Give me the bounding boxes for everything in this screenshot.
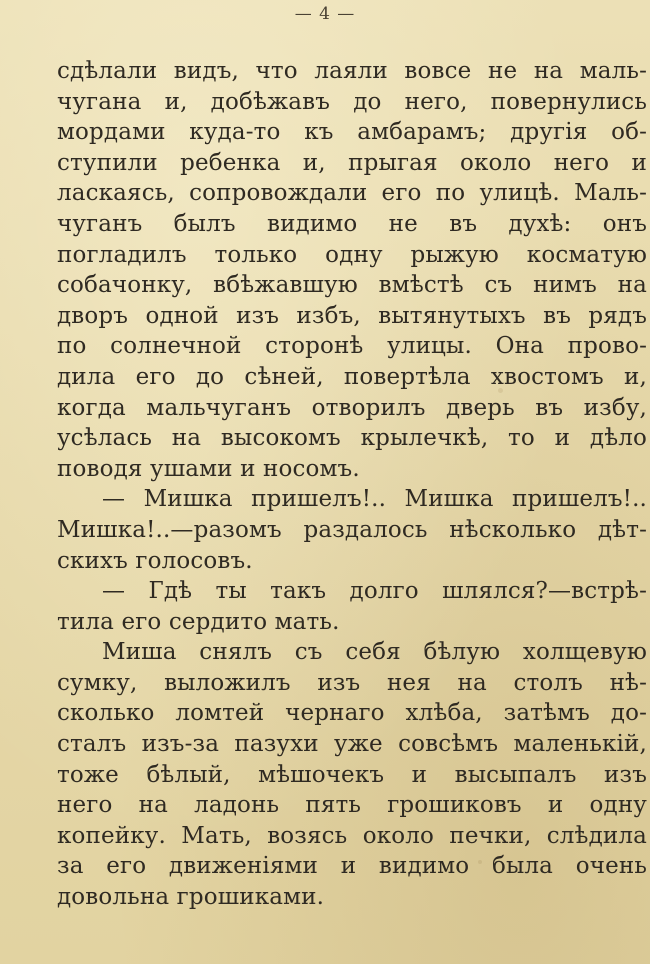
text-line: собачонку, вбѣжавшую вмѣстѣ съ нимъ на [57,272,647,299]
text-line: тила его сердито мать. [57,608,340,635]
text-line: Миша снялъ съ себя бѣлую холщевую [102,639,647,666]
text-line: — Мишка пришелъ!.. Мишка пришелъ!.. [102,486,647,513]
text-line: сдѣлали видъ, что лаяли вовсе не на маль- [57,58,647,84]
text-line: дворъ одной изъ избъ, вытянутыхъ въ рядъ [57,302,647,329]
page-number: — 4 — [294,4,356,24]
body-text [57,56,647,913]
text-line: — Гдѣ ты такъ долго шлялся?—встрѣ- [102,578,647,605]
text-line: сколько ломтей чернаго хлѣба, затѣмъ до- [57,700,647,727]
text-line: ласкаясь, сопровождали его по улицѣ. Маль- [57,180,647,207]
text-line: ступили ребенка и, прыгая около него и [57,149,647,176]
text-line: сумку, выложилъ изъ нея на столъ нѣ- [57,669,647,696]
text-line: погладилъ только одну рыжую косматую [57,241,647,268]
text-line: довольна грошиками. [57,884,325,911]
text-line: поводя ушами и носомъ. [57,455,360,482]
text-line: усѣлась на высокомъ крылечкѣ, то и дѣло [57,425,647,452]
text-line: когда мальчуганъ отворилъ дверь въ избу, [57,394,647,421]
text-line: по солнечной сторонѣ улицы. Она прово- [57,333,647,360]
text-line: скихъ голосовъ. [57,547,253,574]
text-line: мордами куда-то къ амбарамъ; другія об- [57,119,647,146]
text-line: за его движеніями и видимо была очень [57,853,647,880]
text-line: сталъ изъ-за пазухи уже совсѣмъ маленькій, [57,731,647,758]
text-line: Мишка!..—разомъ раздалось нѣсколько дѣт- [57,516,647,543]
text-line: тоже бѣлый, мѣшочекъ и высыпалъ изъ [57,761,647,788]
text-line: дила его до сѣней, повертѣла хвостомъ и, [57,363,647,390]
text-line: чуганъ былъ видимо не въ духѣ: онъ [57,210,647,237]
text-line: копейку. Мать, возясь около печки, слѣдила [57,822,647,849]
text-line: чугана и, добѣжавъ до него, повернулись [57,88,647,115]
text-line: него на ладонь пять грошиковъ и одну [57,792,647,819]
